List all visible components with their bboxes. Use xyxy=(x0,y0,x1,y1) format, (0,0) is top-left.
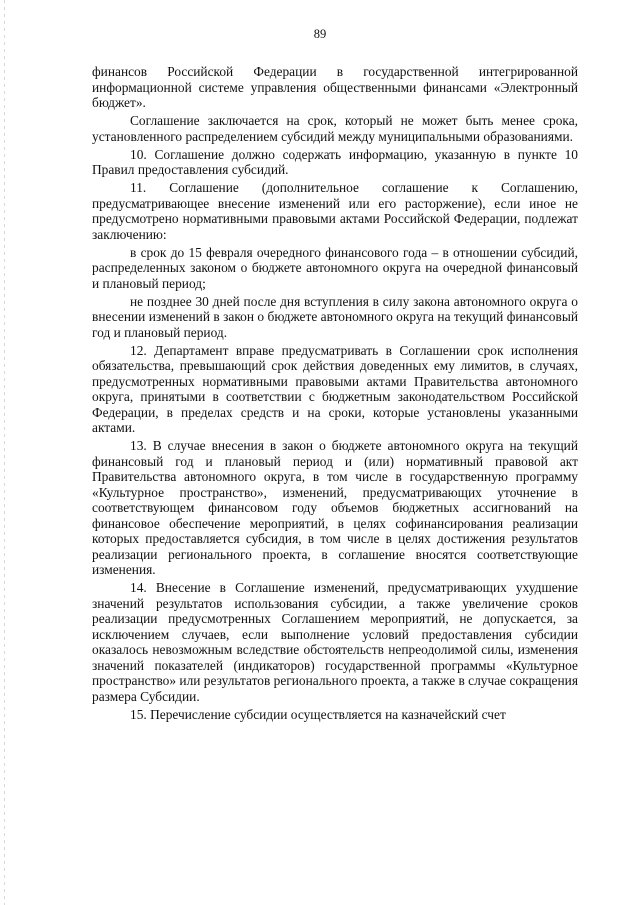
paragraph-11: 11. Соглашение (дополнительное соглашение к Соглашению, предусматривающее внесение изменений или его расторжение), если иное не предусмотрено нормативными правовыми актами Российской Федерации, подлежат заключению: xyxy=(92,180,578,242)
paragraph-continuation: финансов Российской Федерации в государственной интегрированной информационной системе управления общественными финансами «Электронный бюджет». xyxy=(92,64,578,110)
paragraph-agreement-term: Соглашение заключается на срок, который не может быть менее срока, установленного распределением субсидий между муниципальными образованиями. xyxy=(92,113,578,144)
paragraph-13: 13. В случае внесения в закон о бюджете автономного округа на текущий финансовый год и плановый период и (или) нормативный правовой акт Правительства автономного округа, в том числе в государственную программу «Культурное пространство», изменений, предусматривающих уточнение в соответствующем финансовом году объемов бюджетных ассигнований на финансовое обеспечение мероприятий, в целях софинансирования реализации которых предоставляется субсидия, в том числе в целях достижения результатов реализации регионального проекта, в соглашение вносятся соответствующие изменения. xyxy=(92,438,578,577)
paragraph-11-deadline-30-days: не позднее 30 дней после дня вступления в силу закона автономного округа о внесении изменений в закон о бюджете автономного округа на текущий финансовый год и плановый период. xyxy=(92,293,578,340)
document-body xyxy=(92,64,578,725)
page-number: 89 xyxy=(313,27,327,41)
paragraph-11-deadline-february: в срок до 15 февраля очередного финансового года – в отношении субсидий, распределенных законом о бюджете автономного округа на очередной финансовый и плановый период; xyxy=(92,244,578,291)
paragraph-15: 15. Перечисление субсидии осуществляется на казначейский счет xyxy=(130,706,506,722)
paragraph-14: 14. Внесение в Соглашение изменений, предусматривающих ухудшение значений результатов использования субсидии, а также увеличение сроков реализации предусмотренных Соглашением мероприятий, не допускается, за исключением случаев, если выполнение условий предоставления субсидии оказалось невозможным вследствие обстоятельств непреодолимой силы, изменения значений показателей (индикаторов) государственной программы «Культурное пространство» или результатов регионального проекта, а также в случае сокращения размера Субсидии. xyxy=(92,580,578,704)
paragraph-10: 10. Соглашение должно содержать информацию, указанную в пункте 10 Правил предоставления субсидий. xyxy=(92,146,578,177)
paragraph-12: 12. Департамент вправе предусматривать в Соглашении срок исполнения обязательства, превышающий срок действия доведенных ему лимитов, в случаях, предусмотренных нормативными правовыми актами Правительства автономного округа, принятыми в соответствии с бюджетным законодательством Российской Федерации, в пределах средств и на сроки, которые установлены указанными актами. xyxy=(92,342,578,435)
scan-edge-shadow xyxy=(4,0,5,905)
